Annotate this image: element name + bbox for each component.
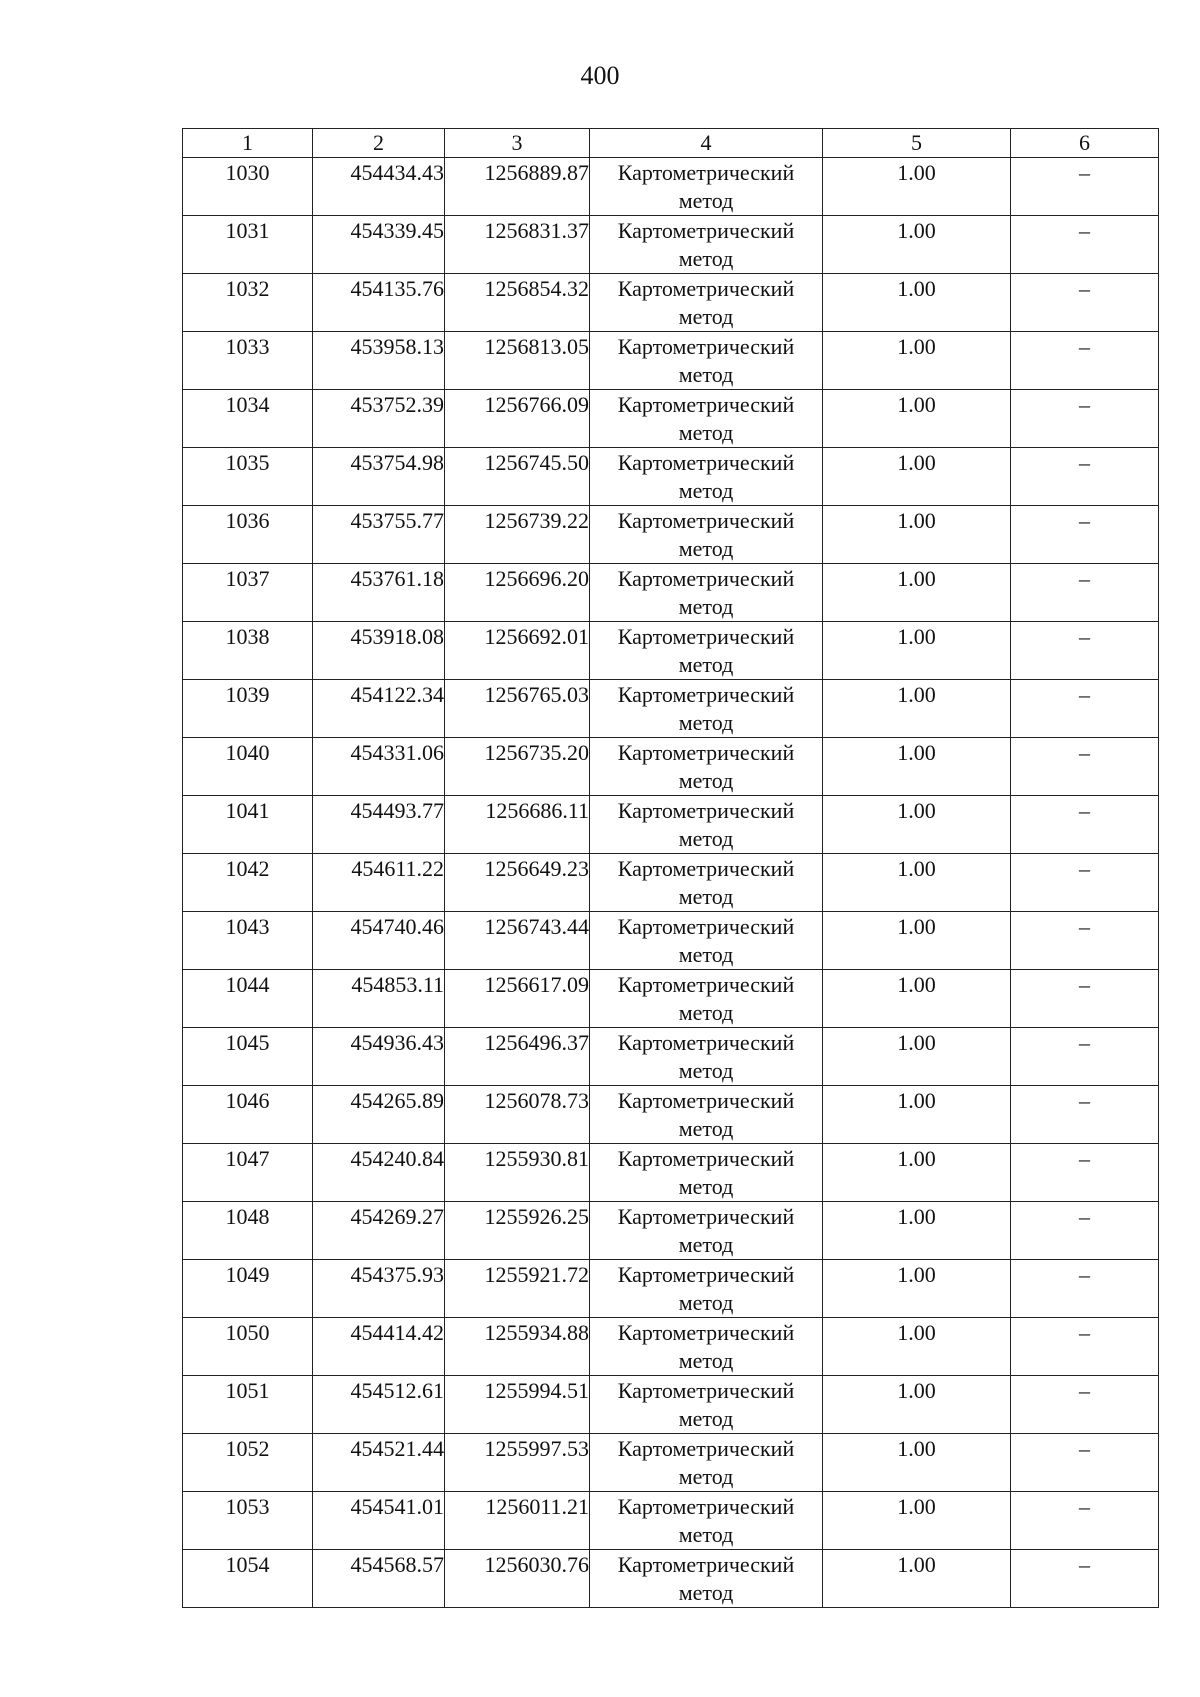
point-number-cell: 1047 [183,1144,313,1202]
point-number-cell: 1050 [183,1318,313,1376]
method-cell [590,1550,823,1608]
method-cell [590,622,823,680]
note-cell: – [1011,390,1159,448]
point-number-cell: 1033 [183,332,313,390]
x-coordinate-cell: 454414.42 [313,1318,445,1376]
method-cell [590,738,823,796]
point-number-cell: 1052 [183,1434,313,1492]
table-row [183,448,1159,506]
method-cell [590,390,823,448]
point-number-cell: 1041 [183,796,313,854]
accuracy-cell: 1.00 [823,1028,1011,1086]
method-line-1: Картометрический [617,972,795,997]
point-number-cell: 1038 [183,622,313,680]
y-coordinate-cell: 1256696.20 [445,564,590,622]
accuracy-cell: 1.00 [823,912,1011,970]
x-coordinate-cell: 454269.27 [313,1202,445,1260]
column-header-5: 5 [823,129,1011,158]
y-coordinate-cell: 1256692.01 [445,622,590,680]
method-line-2: метод [678,1290,734,1315]
note-cell: – [1011,1376,1159,1434]
method-line-2: метод [678,1580,734,1605]
method-cell [590,274,823,332]
method-line-2: метод [678,710,734,735]
x-coordinate-cell: 454853.11 [313,970,445,1028]
y-coordinate-cell: 1255934.88 [445,1318,590,1376]
x-coordinate-cell: 454375.93 [313,1260,445,1318]
x-coordinate-cell: 454331.06 [313,738,445,796]
y-coordinate-cell: 1256813.05 [445,332,590,390]
y-coordinate-cell: 1256743.44 [445,912,590,970]
header-row [183,129,1159,158]
y-coordinate-cell: 1256831.37 [445,216,590,274]
table-row [183,1376,1159,1434]
table-row [183,622,1159,680]
method-line-2: метод [678,1116,734,1141]
method-cell [590,506,823,564]
method-line-1: Картометрический [617,1494,795,1519]
accuracy-cell: 1.00 [823,1086,1011,1144]
method-line-1: Картометрический [617,740,795,765]
method-line-1: Картометрический [617,1436,795,1461]
y-coordinate-cell: 1256735.20 [445,738,590,796]
method-cell [590,680,823,738]
method-cell [590,1260,823,1318]
note-cell: – [1011,506,1159,564]
note-cell: – [1011,448,1159,506]
note-cell: – [1011,158,1159,216]
method-line-1: Картометрический [617,1146,795,1171]
method-line-2: метод [678,420,734,445]
method-line-1: Картометрический [617,1320,795,1345]
accuracy-cell: 1.00 [823,1144,1011,1202]
table-row [183,1028,1159,1086]
method-line-1: Картометрический [617,1088,795,1113]
note-cell: – [1011,1434,1159,1492]
method-line-1: Картометрический [617,798,795,823]
note-cell: – [1011,680,1159,738]
method-line-2: метод [678,1406,734,1431]
point-number-cell: 1045 [183,1028,313,1086]
point-number-cell: 1040 [183,738,313,796]
y-coordinate-cell: 1255926.25 [445,1202,590,1260]
point-number-cell: 1039 [183,680,313,738]
method-line-1: Картометрический [617,392,795,417]
table-row [183,1550,1159,1608]
method-cell [590,1144,823,1202]
table-row [183,1086,1159,1144]
x-coordinate-cell: 454740.46 [313,912,445,970]
y-coordinate-cell: 1256889.87 [445,158,590,216]
note-cell: – [1011,1318,1159,1376]
accuracy-cell: 1.00 [823,1550,1011,1608]
method-line-1: Картометрический [617,1378,795,1403]
method-cell [590,332,823,390]
method-line-1: Картометрический [617,1262,795,1287]
x-coordinate-cell: 454122.34 [313,680,445,738]
method-cell [590,1086,823,1144]
method-cell [590,564,823,622]
accuracy-cell: 1.00 [823,680,1011,738]
point-number-cell: 1042 [183,854,313,912]
y-coordinate-cell: 1256745.50 [445,448,590,506]
x-coordinate-cell: 454339.45 [313,216,445,274]
table-row [183,216,1159,274]
table-row [183,506,1159,564]
x-coordinate-cell: 454240.84 [313,1144,445,1202]
accuracy-cell: 1.00 [823,274,1011,332]
method-line-2: метод [678,1232,734,1257]
accuracy-cell: 1.00 [823,1260,1011,1318]
y-coordinate-cell: 1256011.21 [445,1492,590,1550]
point-number-cell: 1048 [183,1202,313,1260]
method-line-1: Картометрический [617,856,795,881]
method-line-2: метод [678,1522,734,1547]
table-row [183,564,1159,622]
table-row [183,970,1159,1028]
point-number-cell: 1035 [183,448,313,506]
table-row [183,796,1159,854]
y-coordinate-cell: 1255997.53 [445,1434,590,1492]
method-line-2: метод [678,536,734,561]
note-cell: – [1011,854,1159,912]
table-row [183,738,1159,796]
method-line-1: Картометрический [617,914,795,939]
table-row [183,1202,1159,1260]
x-coordinate-cell: 454135.76 [313,274,445,332]
accuracy-cell: 1.00 [823,796,1011,854]
method-line-1: Картометрический [617,1204,795,1229]
table-row [183,680,1159,738]
y-coordinate-cell: 1256739.22 [445,506,590,564]
method-line-2: метод [678,884,734,909]
method-line-2: метод [678,1058,734,1083]
point-number-cell: 1032 [183,274,313,332]
column-header-4: 4 [590,129,823,158]
note-cell: – [1011,1202,1159,1260]
point-number-cell: 1043 [183,912,313,970]
method-line-2: метод [678,188,734,213]
column-header-1: 1 [183,129,313,158]
method-line-2: метод [678,1000,734,1025]
x-coordinate-cell: 453761.18 [313,564,445,622]
y-coordinate-cell: 1256030.76 [445,1550,590,1608]
point-number-cell: 1046 [183,1086,313,1144]
accuracy-cell: 1.00 [823,1202,1011,1260]
method-line-1: Картометрический [617,682,795,707]
note-cell: – [1011,1492,1159,1550]
table-row [183,274,1159,332]
note-cell: – [1011,738,1159,796]
point-number-cell: 1030 [183,158,313,216]
method-line-2: метод [678,246,734,271]
y-coordinate-cell: 1255921.72 [445,1260,590,1318]
accuracy-cell: 1.00 [823,854,1011,912]
method-line-2: метод [678,1174,734,1199]
method-cell [590,448,823,506]
method-line-2: метод [678,478,734,503]
method-line-1: Картометрический [617,508,795,533]
note-cell: – [1011,332,1159,390]
accuracy-cell: 1.00 [823,1492,1011,1550]
column-header-6: 6 [1011,129,1159,158]
note-cell: – [1011,1028,1159,1086]
method-cell [590,1318,823,1376]
note-cell: – [1011,1144,1159,1202]
note-cell: – [1011,216,1159,274]
method-line-2: метод [678,304,734,329]
note-cell: – [1011,970,1159,1028]
method-line-2: метод [678,594,734,619]
method-line-2: метод [678,942,734,967]
x-coordinate-cell: 453755.77 [313,506,445,564]
method-line-2: метод [678,768,734,793]
point-number-cell: 1053 [183,1492,313,1550]
coordinates-table [182,128,1159,1608]
accuracy-cell: 1.00 [823,390,1011,448]
y-coordinate-cell: 1256854.32 [445,274,590,332]
method-cell [590,216,823,274]
method-line-1: Картометрический [617,160,795,185]
method-line-1: Картометрический [617,276,795,301]
table-row [183,1260,1159,1318]
y-coordinate-cell: 1256078.73 [445,1086,590,1144]
method-cell [590,970,823,1028]
method-cell [590,1028,823,1086]
table-row [183,1144,1159,1202]
x-coordinate-cell: 453754.98 [313,448,445,506]
method-cell [590,1434,823,1492]
accuracy-cell: 1.00 [823,738,1011,796]
accuracy-cell: 1.00 [823,448,1011,506]
x-coordinate-cell: 454568.57 [313,1550,445,1608]
point-number-cell: 1051 [183,1376,313,1434]
method-line-1: Картометрический [617,624,795,649]
column-header-3: 3 [445,129,590,158]
note-cell: – [1011,796,1159,854]
method-line-1: Картометрический [617,1552,795,1577]
table-row [183,390,1159,448]
accuracy-cell: 1.00 [823,1376,1011,1434]
note-cell: – [1011,1260,1159,1318]
table-row [183,332,1159,390]
note-cell: – [1011,1550,1159,1608]
method-cell [590,158,823,216]
method-line-1: Картометрический [617,450,795,475]
y-coordinate-cell: 1255994.51 [445,1376,590,1434]
method-line-1: Картометрический [617,334,795,359]
x-coordinate-cell: 453958.13 [313,332,445,390]
point-number-cell: 1036 [183,506,313,564]
method-cell [590,1492,823,1550]
method-line-2: метод [678,1348,734,1373]
accuracy-cell: 1.00 [823,1318,1011,1376]
method-cell [590,796,823,854]
accuracy-cell: 1.00 [823,1434,1011,1492]
method-line-2: метод [678,826,734,851]
point-number-cell: 1034 [183,390,313,448]
table-row [183,912,1159,970]
table-row [183,854,1159,912]
x-coordinate-cell: 454936.43 [313,1028,445,1086]
accuracy-cell: 1.00 [823,216,1011,274]
accuracy-cell: 1.00 [823,332,1011,390]
x-coordinate-cell: 454611.22 [313,854,445,912]
table-row [183,158,1159,216]
method-cell [590,854,823,912]
point-number-cell: 1031 [183,216,313,274]
method-line-1: Картометрический [617,566,795,591]
note-cell: – [1011,564,1159,622]
y-coordinate-cell: 1256766.09 [445,390,590,448]
note-cell: – [1011,1086,1159,1144]
column-header-2: 2 [313,129,445,158]
x-coordinate-cell: 454493.77 [313,796,445,854]
method-line-1: Картометрический [617,1030,795,1055]
table-header [183,129,1159,158]
x-coordinate-cell: 453752.39 [313,390,445,448]
method-line-2: метод [678,362,734,387]
x-coordinate-cell: 454541.01 [313,1492,445,1550]
accuracy-cell: 1.00 [823,622,1011,680]
y-coordinate-cell: 1255930.81 [445,1144,590,1202]
note-cell: – [1011,274,1159,332]
x-coordinate-cell: 454521.44 [313,1434,445,1492]
y-coordinate-cell: 1256649.23 [445,854,590,912]
note-cell: – [1011,912,1159,970]
accuracy-cell: 1.00 [823,970,1011,1028]
point-number-cell: 1044 [183,970,313,1028]
x-coordinate-cell: 454265.89 [313,1086,445,1144]
method-line-1: Картометрический [617,218,795,243]
table-row [183,1318,1159,1376]
accuracy-cell: 1.00 [823,564,1011,622]
table-row [183,1434,1159,1492]
method-line-2: метод [678,652,734,677]
accuracy-cell: 1.00 [823,506,1011,564]
x-coordinate-cell: 454512.61 [313,1376,445,1434]
note-cell: – [1011,622,1159,680]
y-coordinate-cell: 1256765.03 [445,680,590,738]
y-coordinate-cell: 1256496.37 [445,1028,590,1086]
method-cell [590,1202,823,1260]
point-number-cell: 1049 [183,1260,313,1318]
method-line-2: метод [678,1464,734,1489]
table-row [183,1492,1159,1550]
page-number: 400 [580,61,620,90]
accuracy-cell: 1.00 [823,158,1011,216]
y-coordinate-cell: 1256686.11 [445,796,590,854]
method-cell [590,912,823,970]
point-number-cell: 1037 [183,564,313,622]
x-coordinate-cell: 454434.43 [313,158,445,216]
y-coordinate-cell: 1256617.09 [445,970,590,1028]
x-coordinate-cell: 453918.08 [313,622,445,680]
table-body [183,158,1159,1608]
point-number-cell: 1054 [183,1550,313,1608]
method-cell [590,1376,823,1434]
